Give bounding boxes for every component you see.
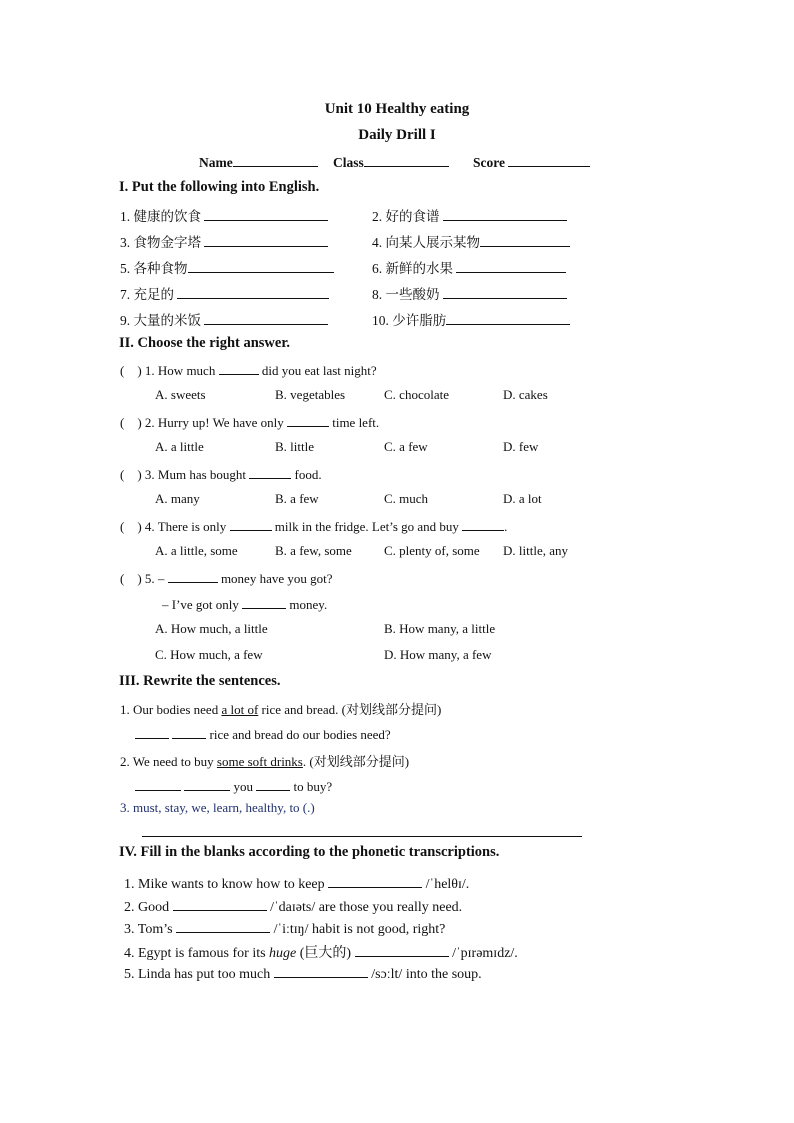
answer-blank[interactable] [274, 964, 368, 978]
option[interactable]: C. chocolate [384, 387, 449, 402]
name-blank[interactable] [233, 153, 318, 167]
phonetic-text: /ˈiːtɪŋ/ habit is not good, right? [273, 922, 446, 937]
question-5-line2 [162, 595, 327, 613]
sentence-text-end: . (对划线部分提问) [302, 754, 410, 769]
chinese-gloss: (巨大的) [299, 946, 352, 961]
option[interactable]: A. a little [155, 439, 204, 454]
question-text: ) 5. – [137, 571, 165, 586]
question-text-end: . [504, 519, 508, 534]
list-item [372, 257, 566, 277]
phonetic-text: /sɔːlt/ into the soup. [371, 967, 482, 982]
answer-blank[interactable] [204, 207, 328, 221]
phonetic-item-1 [124, 874, 469, 893]
item-number: 6. [372, 261, 383, 276]
rewrite-3: 3. must, stay, we, learn, healthy, to (.) [120, 800, 315, 815]
question-1 [120, 361, 377, 379]
question-text-end: time left. [332, 415, 380, 430]
section2-heading: II. Choose the right answer. [119, 335, 291, 351]
option[interactable]: D. How many, a few [384, 647, 492, 662]
list-item [120, 257, 334, 277]
answer-paren[interactable]: ( [120, 467, 138, 482]
rewrite-1-answer [135, 725, 391, 743]
answer-text: you [233, 779, 253, 794]
sentence-text: 1. Our bodies need [120, 702, 219, 717]
class-blank[interactable] [364, 153, 449, 167]
option[interactable]: D. little, any [503, 543, 568, 558]
question-text-end: money. [289, 597, 328, 612]
answer-blank[interactable] [176, 919, 270, 933]
rewrite-2-answer [135, 777, 332, 795]
answer-text: rice and bread do our bodies need? [209, 727, 391, 742]
sentence-text: 2. Good [124, 900, 170, 915]
underlined-phrase: a lot of [221, 702, 259, 717]
answer-blank[interactable] [328, 874, 422, 888]
italic-word: huge [269, 946, 297, 961]
option[interactable]: A. How much, a little [155, 621, 268, 636]
option[interactable]: C. plenty of, some [384, 543, 480, 558]
item-number: 9. [120, 313, 131, 328]
section1-heading: I. Put the following into English. [119, 179, 320, 195]
list-item [372, 231, 570, 251]
question-text-end: money have you got? [220, 571, 333, 586]
answer-blank[interactable] [446, 311, 570, 325]
option[interactable]: D. a lot [503, 491, 542, 506]
question-4 [120, 517, 507, 535]
answer-blank[interactable] [172, 725, 206, 739]
question-3 [120, 465, 322, 483]
rewrite-2 [120, 751, 409, 770]
option[interactable]: A. sweets [155, 387, 206, 402]
question-blank[interactable] [230, 517, 272, 531]
item-number: 8. [372, 287, 383, 302]
item-text: 向某人展示某物 [385, 235, 480, 250]
phonetic-item-2 [124, 897, 462, 916]
answer-blank[interactable] [256, 777, 290, 791]
option[interactable]: B. How many, a little [384, 621, 496, 636]
answer-blank[interactable] [355, 943, 449, 957]
sentence-text: 4. Egypt is famous for its [124, 946, 266, 961]
score-blank[interactable] [508, 153, 590, 167]
worksheet-subtitle: Daily Drill I [358, 127, 436, 143]
item-text: 大量的米饭 [133, 313, 201, 328]
question-text-mid: milk in the fridge. Let’s go and buy [274, 519, 459, 534]
list-item [120, 309, 328, 329]
question-text: ) 4. There is only [137, 519, 227, 534]
option[interactable]: C. much [384, 491, 429, 506]
question-text: ) 3. Mum has bought [137, 467, 247, 482]
question-blank[interactable] [168, 569, 218, 583]
phonetic-text: /ˈdaɪəts/ are those you really need. [270, 900, 463, 915]
item-text: 少许脂肪 [392, 313, 447, 328]
answer-paren[interactable]: ( [120, 519, 138, 534]
question-text-end: food. [294, 467, 322, 482]
answer-blank[interactable] [443, 207, 567, 221]
sentence-text: 2. We need to buy [120, 754, 214, 769]
answer-blank[interactable] [456, 259, 566, 273]
question-text: ) 2. Hurry up! We have only [137, 415, 284, 430]
class-field [333, 153, 449, 171]
question-2 [120, 413, 379, 431]
item-number: 5. [120, 261, 131, 276]
list-item [372, 309, 570, 329]
item-number: 10. [372, 313, 389, 328]
list-item [120, 231, 328, 251]
answer-text-end: to buy? [293, 779, 333, 794]
item-number: 7. [120, 287, 131, 302]
item-number: 1. [120, 209, 131, 224]
class-label: Class [333, 155, 364, 170]
list-item [120, 205, 328, 225]
score-field [473, 153, 590, 171]
phonetic-text: /ˈpɪrəmɪdz/. [452, 946, 518, 961]
option[interactable]: A. a little, some [155, 543, 238, 558]
answer-blank[interactable] [135, 777, 181, 791]
sentence-text: 5. Linda has put too much [124, 967, 271, 982]
item-text: 健康的饮食 [133, 209, 201, 224]
option[interactable]: D. cakes [503, 387, 548, 402]
answer-blank[interactable] [204, 233, 328, 247]
option[interactable]: B. vegetables [275, 387, 346, 402]
answer-blank[interactable] [204, 311, 328, 325]
phonetic-item-4 [124, 942, 518, 962]
section3-heading: III. Rewrite the sentences. [119, 673, 281, 689]
sentence-text: 3. Tom’s [124, 922, 173, 937]
question-blank-2[interactable] [462, 517, 504, 531]
item-text: 充足的 [133, 287, 174, 302]
question-blank[interactable] [249, 465, 291, 479]
question-text-end: did you eat last night? [261, 363, 377, 378]
option[interactable]: B. little [275, 439, 314, 454]
option[interactable]: C. a few [384, 439, 428, 454]
answer-blank[interactable] [184, 777, 230, 791]
phonetic-text: /ˈhelθɪ/. [425, 877, 470, 892]
name-field [199, 153, 318, 171]
item-text: 食物金字塔 [133, 235, 201, 250]
worksheet-title: Unit 10 Healthy eating [324, 101, 470, 117]
option[interactable]: A. many [155, 491, 200, 506]
option[interactable]: B. a few, some [275, 543, 352, 558]
option[interactable]: D. few [503, 439, 539, 454]
answer-blank[interactable] [480, 233, 570, 247]
sentence-text: 1. Mike wants to know how to keep [124, 877, 325, 892]
score-label: Score [473, 155, 505, 170]
name-label: Name [199, 155, 233, 170]
answer-paren[interactable]: ( [120, 571, 138, 586]
option[interactable]: B. a few [275, 491, 319, 506]
item-number: 3. [120, 235, 131, 250]
item-number: 2. [372, 209, 383, 224]
option[interactable]: C. How much, a few [155, 647, 263, 662]
item-text: 新鲜的水果 [385, 261, 453, 276]
question-text: ) 1. How much [137, 363, 216, 378]
answer-blank[interactable] [173, 897, 267, 911]
answer-blank[interactable] [188, 259, 334, 273]
list-item [372, 205, 567, 225]
phonetic-item-3 [124, 919, 445, 938]
question-blank[interactable] [242, 595, 286, 609]
item-text: 一些酸奶 [385, 287, 440, 302]
rewrite-1 [120, 699, 441, 718]
item-number: 4. [372, 235, 383, 250]
answer-blank[interactable] [177, 285, 329, 299]
rewrite-3-answer-line[interactable] [142, 836, 582, 837]
list-item [120, 283, 329, 303]
answer-blank[interactable] [135, 725, 169, 739]
question-5 [120, 569, 333, 587]
answer-paren[interactable]: ( [120, 363, 138, 378]
question-blank[interactable] [219, 361, 259, 375]
item-text: 好的食谱 [385, 209, 440, 224]
underlined-phrase: some soft drinks [216, 754, 303, 769]
section4-heading: IV. Fill in the blanks according to the phonetic transcriptions. [119, 844, 500, 860]
phonetic-item-5 [124, 964, 482, 983]
answer-paren[interactable]: ( [120, 415, 138, 430]
question-blank[interactable] [287, 413, 329, 427]
item-text: 各种食物 [133, 261, 188, 276]
answer-blank[interactable] [443, 285, 567, 299]
list-item [372, 283, 567, 303]
question-text: – I’ve got only [162, 597, 239, 612]
sentence-text-end: rice and bread. (对划线部分提问) [261, 702, 442, 717]
